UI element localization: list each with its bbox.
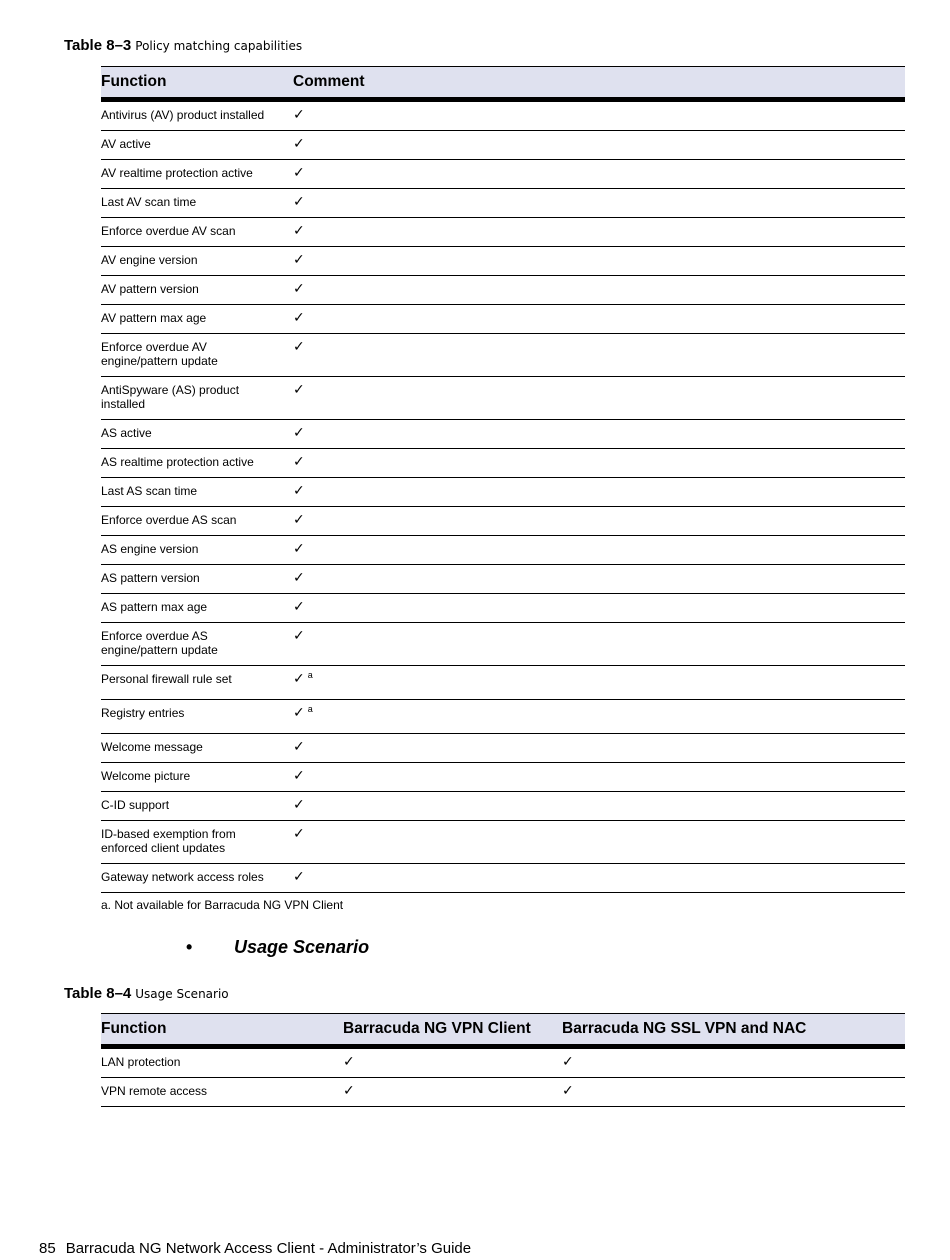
table-row — [101, 247, 905, 276]
function-cell: VPN remote access — [101, 1084, 208, 1098]
header-function: Function — [101, 73, 167, 90]
table-row — [101, 792, 905, 821]
comment-cell — [293, 311, 905, 325]
checkmark-icon: ✓ — [293, 869, 305, 885]
table-row — [101, 377, 905, 420]
table-body — [101, 102, 905, 893]
table-row — [101, 160, 905, 189]
function-cell: Enforce overdue AV engine/pattern update — [101, 340, 218, 368]
table-row — [101, 763, 905, 792]
comment-cell — [293, 629, 905, 643]
function-cell: Enforce overdue AS engine/pattern update — [101, 629, 218, 657]
checkmark-icon: ✓ — [293, 382, 305, 398]
table-row — [101, 821, 905, 864]
table-row — [101, 565, 905, 594]
checkmark-icon: ✓ — [293, 107, 305, 123]
function-cell: AS pattern version — [101, 571, 200, 585]
footnote-marker: a — [307, 704, 313, 714]
section-title: Usage Scenario — [234, 937, 370, 957]
table-row — [101, 276, 905, 305]
table-number: Table 8–3 — [64, 37, 132, 54]
checkmark-icon: ✓ — [293, 797, 305, 813]
function-cell: AV engine version — [101, 253, 198, 267]
checkmark-icon: ✓ — [293, 281, 305, 297]
page-number: 85 — [39, 1240, 56, 1257]
vpn-client-cell — [343, 1055, 562, 1069]
comment-cell — [293, 769, 905, 783]
comment-cell — [293, 706, 905, 720]
table-row — [101, 700, 905, 734]
checkmark-icon: ✓ — [343, 1083, 355, 1099]
comment-cell — [293, 542, 905, 556]
checkmark-icon: ✓ — [293, 194, 305, 210]
checkmark-icon: ✓ — [293, 739, 305, 755]
table-number: Table 8–4 — [64, 985, 132, 1002]
table-body — [101, 1049, 905, 1107]
comment-cell — [293, 740, 905, 754]
checkmark-icon: ✓ — [293, 483, 305, 499]
function-cell: Enforce overdue AS scan — [101, 513, 237, 527]
comment-cell — [293, 383, 905, 397]
checkmark-icon: ✓ — [293, 671, 305, 687]
table-row — [101, 102, 905, 131]
table-row — [101, 623, 905, 666]
function-cell: AS pattern max age — [101, 600, 208, 614]
table-row — [101, 478, 905, 507]
comment-cell — [293, 282, 905, 296]
comment-cell — [293, 137, 905, 151]
checkmark-icon: ✓ — [293, 512, 305, 528]
table-row — [101, 536, 905, 565]
comment-cell — [293, 166, 905, 180]
function-cell: AS active — [101, 426, 152, 440]
checkmark-icon: ✓ — [293, 252, 305, 268]
comment-cell — [293, 484, 905, 498]
vpn-client-cell — [343, 1084, 562, 1098]
comment-cell — [293, 108, 905, 122]
checkmark-icon: ✓ — [293, 705, 305, 721]
table-row — [101, 131, 905, 160]
comment-cell — [293, 426, 905, 440]
comment-cell — [293, 672, 905, 686]
function-cell: LAN protection — [101, 1055, 181, 1069]
footer-title: Barracuda NG Network Access Client - Administrator’s Guide — [65, 1240, 472, 1257]
function-cell: Gateway network access roles — [101, 870, 264, 884]
policy-matching-table — [101, 66, 905, 893]
table-title: Policy matching capabilities — [135, 39, 303, 53]
table-header — [101, 1013, 905, 1049]
table-caption — [64, 37, 302, 54]
checkmark-icon: ✓ — [293, 223, 305, 239]
table-row — [101, 449, 905, 478]
checkmark-icon: ✓ — [293, 425, 305, 441]
checkmark-icon: ✓ — [293, 599, 305, 615]
header-function: Function — [101, 1020, 167, 1037]
table-row — [101, 305, 905, 334]
comment-cell — [293, 340, 905, 354]
checkmark-icon: ✓ — [343, 1054, 355, 1070]
function-cell: AV pattern max age — [101, 311, 207, 325]
table-row — [101, 864, 905, 893]
function-cell: AS realtime protection active — [101, 455, 254, 469]
function-cell: AS engine version — [101, 542, 199, 556]
checkmark-icon: ✓ — [293, 768, 305, 784]
function-cell: AV realtime protection active — [101, 166, 253, 180]
table-row — [101, 1078, 905, 1107]
comment-cell — [293, 600, 905, 614]
function-cell: AV active — [101, 137, 151, 151]
checkmark-icon: ✓ — [293, 570, 305, 586]
checkmark-icon: ✓ — [293, 310, 305, 326]
table-row — [101, 734, 905, 763]
page-footer — [39, 1240, 471, 1257]
checkmark-icon: ✓ — [293, 628, 305, 644]
bullet-icon: • — [186, 937, 193, 957]
function-cell: C-ID support — [101, 798, 170, 812]
table-row — [101, 189, 905, 218]
table-row — [101, 507, 905, 536]
comment-cell — [293, 224, 905, 238]
table-header — [101, 66, 905, 102]
comment-cell — [293, 827, 905, 841]
table-row — [101, 420, 905, 449]
comment-cell — [293, 571, 905, 585]
function-cell: AV pattern version — [101, 282, 199, 296]
function-cell: ID-based exemption from enforced client updates — [101, 827, 236, 855]
function-cell: Welcome picture — [101, 769, 191, 783]
header-vpn-client: Barracuda NG VPN Client — [343, 1020, 531, 1037]
table-caption — [64, 985, 229, 1002]
comment-cell — [293, 798, 905, 812]
checkmark-icon: ✓ — [293, 541, 305, 557]
comment-cell — [293, 513, 905, 527]
checkmark-icon: ✓ — [293, 826, 305, 842]
ssl-vpn-nac-cell — [562, 1084, 905, 1098]
checkmark-icon: ✓ — [562, 1054, 574, 1070]
function-cell: Welcome message — [101, 740, 203, 754]
function-cell: Enforce overdue AV scan — [101, 224, 236, 238]
function-cell: AntiSpyware (AS) product installed — [101, 383, 240, 411]
ssl-vpn-nac-cell — [562, 1055, 905, 1069]
header-comment: Comment — [293, 73, 365, 90]
comment-cell — [293, 455, 905, 469]
comment-cell — [293, 870, 905, 884]
table-row — [101, 666, 905, 700]
function-cell: Antivirus (AV) product installed — [101, 108, 265, 122]
checkmark-icon: ✓ — [562, 1083, 574, 1099]
function-cell: Registry entries — [101, 706, 185, 720]
checkmark-icon: ✓ — [293, 339, 305, 355]
table-footnote: a. Not available for Barracuda NG VPN Client — [101, 898, 344, 912]
footnote-marker: a — [307, 670, 313, 680]
checkmark-icon: ✓ — [293, 165, 305, 181]
usage-scenario-table — [101, 1013, 905, 1107]
table-row — [101, 218, 905, 247]
header-ssl-vpn-nac: Barracuda NG SSL VPN and NAC — [562, 1020, 807, 1037]
comment-cell — [293, 195, 905, 209]
table-title: Usage Scenario — [135, 987, 229, 1001]
section-heading — [186, 937, 369, 958]
table-row — [101, 1049, 905, 1078]
function-cell: Last AS scan time — [101, 484, 198, 498]
checkmark-icon: ✓ — [293, 454, 305, 470]
function-cell: Last AV scan time — [101, 195, 197, 209]
checkmark-icon: ✓ — [293, 136, 305, 152]
table-row — [101, 594, 905, 623]
table-row — [101, 334, 905, 377]
function-cell: Personal firewall rule set — [101, 672, 232, 686]
comment-cell — [293, 253, 905, 267]
